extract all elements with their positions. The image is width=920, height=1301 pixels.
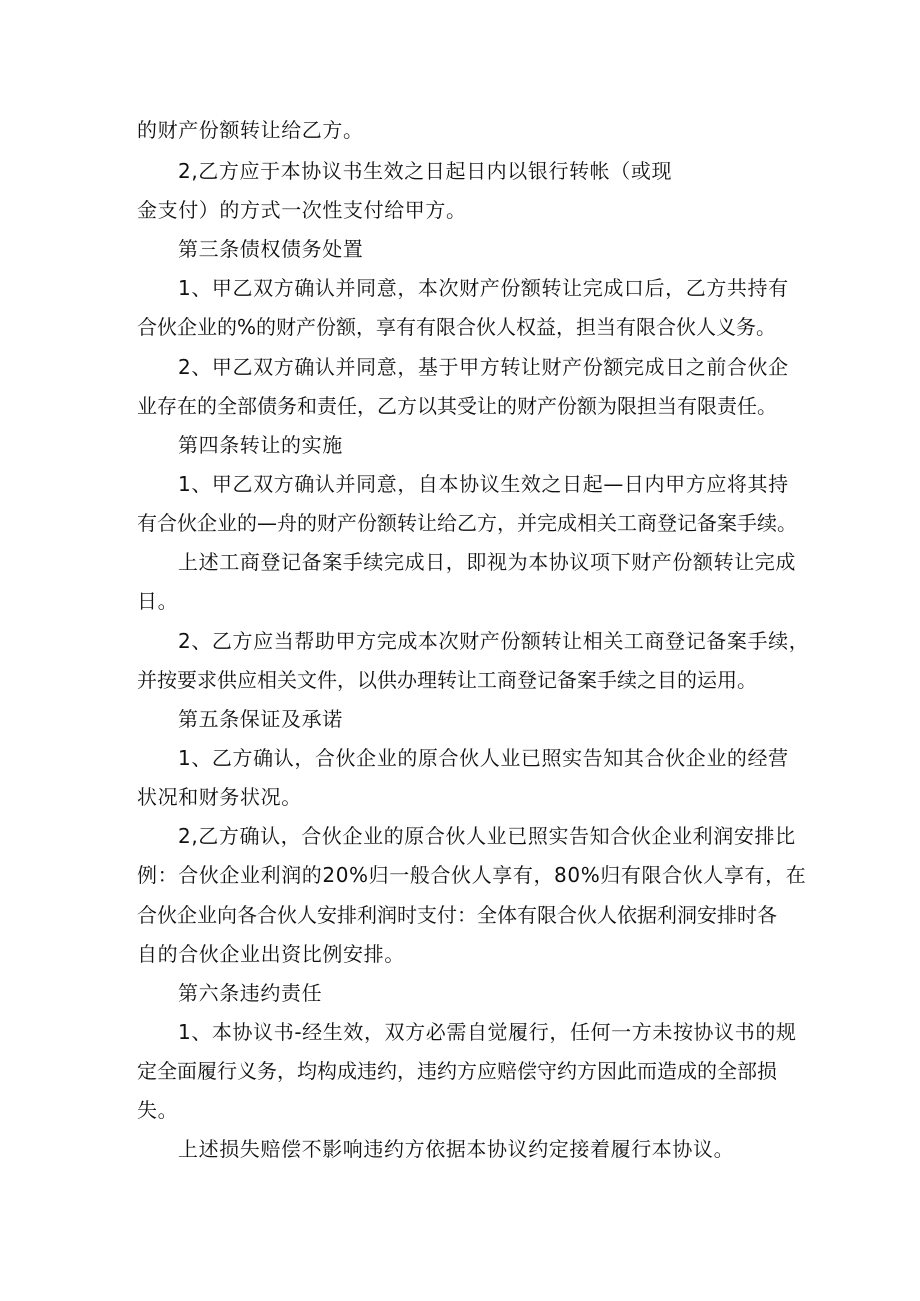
text-line: 2,乙方应于本协议书生效之日起日内以银行转帐（或现 [178,159,673,183]
text-line: 业存在的全部债务和责任，乙方以其受让的财产份额为限担当有限责任。 [137,394,777,418]
section-heading: 第六条违约责任 [178,981,323,1005]
text-line: 2、乙方应当帮助甲方完成本次财产份额转让相关工商登记备案手续， [178,629,810,653]
text-line: 1、甲乙双方确认并同意，自本协议生效之日起—日内甲方应将其持 [178,472,789,496]
text-line: 合伙企业的%的财产份额，享有有限合伙人权益，担当有限合伙人义务。 [137,315,777,339]
text-line: 自的合伙企业出资比例安排。 [137,942,405,966]
text-line: 合伙企业向各合伙人安排利润时支付：全体有限合伙人依据利洞安排时各 [137,903,777,927]
text-line: 2、甲乙双方确认并同意，基于甲方转让财产份额完成日之前合伙企 [178,355,789,379]
text-line: 状况和财务状况。 [137,785,302,809]
text-line: 金支付）的方式一次性支付给甲方。 [137,198,467,222]
section-heading: 第四条转让的实施 [178,433,343,457]
text-line: 失。 [137,1098,179,1122]
section-heading: 第三条债权债务处置 [178,237,364,261]
section-heading: 第五条保证及承诺 [178,707,343,731]
text-line: 并按要求供应相关文件，以供办理转让工商登记备案手续之目的运用。 [137,668,757,692]
text-line: 1、本协议书-经生效，双方必需自觉履行，任何一方未按协议书的规 [178,1020,797,1044]
text-line: 例：合伙企业利润的20%归一般合伙人享有，80%归有限合伙人享有，在 [137,863,807,887]
text-line: 定全面履行义务，均构成违约，违约方应赔偿守约方因此而造成的全部损 [137,1059,777,1083]
text-line: 1、乙方确认，合伙企业的原合伙人业已照实告知其合伙企业的经营 [178,746,789,770]
text-line: 上述工商登记备案手续完成日，即视为本协议项下财产份额转让完成 [178,550,796,574]
text-line: 的财产份额转让给乙方。 [137,118,364,142]
text-line: 上述损失赔偿不影响违约方依据本协议约定接着履行本协议。 [178,1137,735,1161]
text-line: 有合伙企业的—舟的财产份额转让给乙方，并完成相关工商登记备案手续。 [137,511,797,535]
text-line: 1、甲乙双方确认并同意，本次财产份额转让完成口后，乙方共持有 [178,276,789,300]
text-line: 2,乙方确认，合伙企业的原合伙人业已照实告知合伙企业利润安排比 [178,824,796,848]
text-line: 日。 [137,589,179,613]
